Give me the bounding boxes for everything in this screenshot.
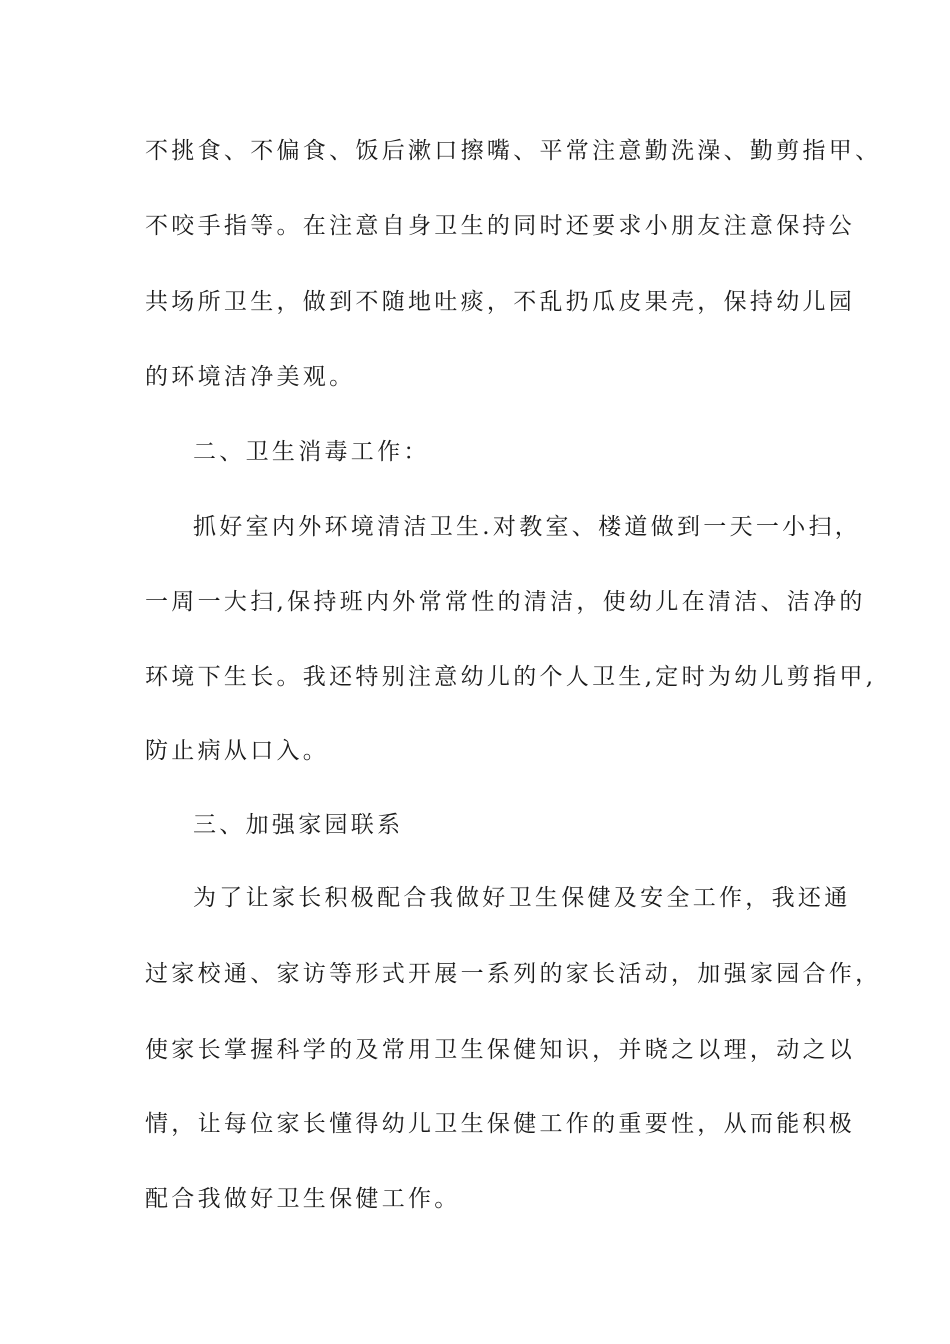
paragraph-line: 不咬手指等。在注意自身卫生的同时还要求小朋友注意保持公 [145,213,856,239]
section-heading: 二、卫生消毒工作： [193,439,430,465]
paragraph-line: 配合我做好卫生保健工作。 [145,1186,461,1212]
paragraph-line: 防止病从口入。 [145,738,330,764]
paragraph-line: 不挑食、不偏食、饭后漱口擦嘴、平常注意勤洗澡、勤剪指甲、 [145,138,882,164]
paragraph-line: 抓好室内外环境清洁卫生.对教室、楼道做到一天一小扫， [193,514,862,540]
paragraph-line: 一周一大扫,保持班内外常常性的清洁，使幼儿在清洁、洁净的 [145,589,866,615]
paragraph-line: 共场所卫生，做到不随地吐痰，不乱扔瓜皮果壳，保持幼儿园 [145,289,856,315]
paragraph-line: 为了让家长积极配合我做好卫生保健及安全工作，我还通 [193,885,851,911]
section-heading: 三、加强家园联系 [193,812,404,838]
paragraph-line: 的环境洁净美观。 [145,364,356,390]
paragraph-line: 环境下生长。我还特别注意幼儿的个人卫生,定时为幼儿剪指甲, [145,664,877,690]
paragraph-line: 过家校通、家访等形式开展一系列的家长活动，加强家园合作， [145,961,882,987]
paragraph-line: 使家长掌握科学的及常用卫生保健知识，并晓之以理，动之以 [145,1037,856,1063]
paragraph-line: 情，让每位家长懂得幼儿卫生保健工作的重要性，从而能积极 [145,1111,856,1137]
